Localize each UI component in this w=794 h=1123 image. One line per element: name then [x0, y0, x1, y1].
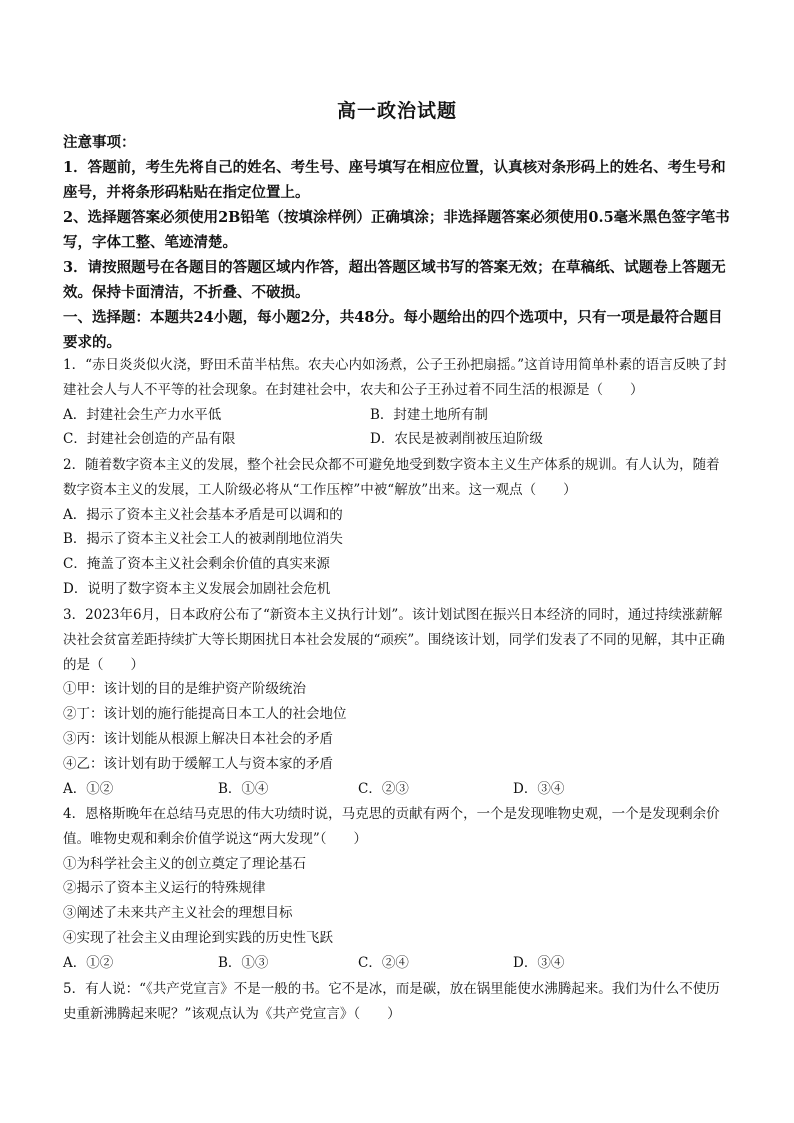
- option-c: C．②③: [358, 780, 409, 797]
- statement-3: ③丙：该计划能从根源上解决日本社会的矛盾: [63, 730, 333, 747]
- option-a: A．封建社会生产力水平低: [63, 406, 222, 423]
- option-b: B．封建土地所有制: [370, 406, 488, 423]
- option-row: [63, 777, 731, 802]
- option-b: B．①③: [218, 954, 269, 971]
- option-b: B．①④: [218, 780, 269, 797]
- statement-4: ④乙：该计划有助于缓解工人与资本家的矛盾: [63, 755, 333, 772]
- question-3: [63, 603, 731, 801]
- question-stem: 2．随着数字资本主义的发展，整个社会民众都不可避免地受到数字资本主义生产体系的规训。有人认为，随着数字资本主义的发展，工人阶级必将从“工作压榨”中被“解放”出来。这一观点（ ）: [63, 457, 720, 498]
- option-d: D．说明了数字资本主义发展会加剧社会危机: [63, 580, 331, 597]
- option-row: [63, 427, 731, 452]
- statement-4: ④实现了社会主义由理论到实践的历史性飞跃: [63, 929, 333, 946]
- option-d: D．③④: [513, 954, 565, 971]
- question-2: [63, 453, 731, 602]
- option-c: C．掩盖了资本主义社会剩余价值的真实来源: [63, 556, 330, 573]
- notice-item-2: 2、选择题答案必须使用2B铅笔（按填涂样例）正确填涂；非选择题答案必须使用0.5毫米黑色签字笔书写，字体工整、笔迹清楚。: [63, 209, 730, 251]
- section-heading: 一、选择题：本题共24小题，每小题2分，共48分。每小题给出的四个选项中，只有一项是最符合题目要求的。: [63, 309, 723, 351]
- option-d: D．农民是被剥削被压迫阶级: [370, 431, 543, 448]
- statement-2: ②丁：该计划的施行能提高日本工人的社会地位: [63, 706, 347, 723]
- statement-3: ③阐述了未来共产主义社会的理想目标: [63, 905, 293, 922]
- notice-item-3: 3．请按照题号在各题目的答题区域内作答，超出答题区域书写的答案无效；在草稿纸、试题卷上答题无效。保持卡面清洁，不折叠、不破损。: [63, 259, 726, 301]
- option-row: [63, 403, 731, 428]
- option-c: C．②④: [358, 954, 409, 971]
- notice-block: [63, 130, 733, 355]
- question-stem: 5．有人说：“《共产党宣言》不是一般的书。它不是冰，而是碳，放在锅里能使水沸腾起来。我们为什么不使历史重新沸腾起来呢？”该观点认为《共产党宣言》（ ）: [63, 981, 720, 1022]
- question-stem: 1．“赤日炎炎似火浇，野田禾苗半枯焦。农夫心内如汤煮，公子王孙把扇摇。”这首诗用简单朴素的语言反映了封建社会人与人不平等的社会现象。在封建社会中，农夫和公子王孙过着不同生活的根源是（ ）: [63, 357, 727, 398]
- statement-2: ②揭示了资本主义运行的特殊规律: [63, 880, 266, 897]
- question-1: [63, 353, 731, 452]
- question-4: [63, 802, 731, 976]
- option-a: A．①②: [63, 954, 114, 971]
- option-row: [63, 951, 731, 976]
- notice-heading: 注意事项：: [63, 134, 136, 151]
- notice-item-1: 1．答题前，考生先将自己的姓名、考生号、座号填写在相应位置，认真核对条形码上的姓名、考生号和座号，并将条形码粘贴在指定位置上。: [63, 159, 726, 201]
- page-title: 高一政治试题: [336, 100, 457, 122]
- statement-1: ①甲：该计划的目的是维护资产阶级统治: [63, 681, 306, 698]
- option-b: B．揭示了资本主义社会工人的被剥削地位消失: [63, 531, 343, 548]
- question-5: [63, 977, 731, 1027]
- option-a: A．揭示了资本主义社会基本矛盾是可以调和的: [63, 506, 343, 523]
- question-stem: 3．2023年6月，日本政府公布了“新资本主义执行计划”。该计划试图在振兴日本经济的同时，通过持续涨薪解决社会贫富差距持续扩大等长期困扰日本社会发展的“顽疾”。围绕该计划，同学们发表了不同的见解，其中正确的是（ ）: [63, 607, 725, 673]
- statement-1: ①为科学社会主义的创立奠定了理论基石: [63, 855, 306, 872]
- option-c: C．封建社会创造的产品有限: [63, 431, 236, 448]
- option-d: D．③④: [513, 780, 565, 797]
- option-a: A．①②: [63, 780, 114, 797]
- question-stem: 4．恩格斯晚年在总结马克思的伟大功绩时说，马克思的贡献有两个，一个是发现唯物史观，一个是发现剩余价值。唯物史观和剩余价值学说这“两大发现”（ ）: [63, 806, 720, 847]
